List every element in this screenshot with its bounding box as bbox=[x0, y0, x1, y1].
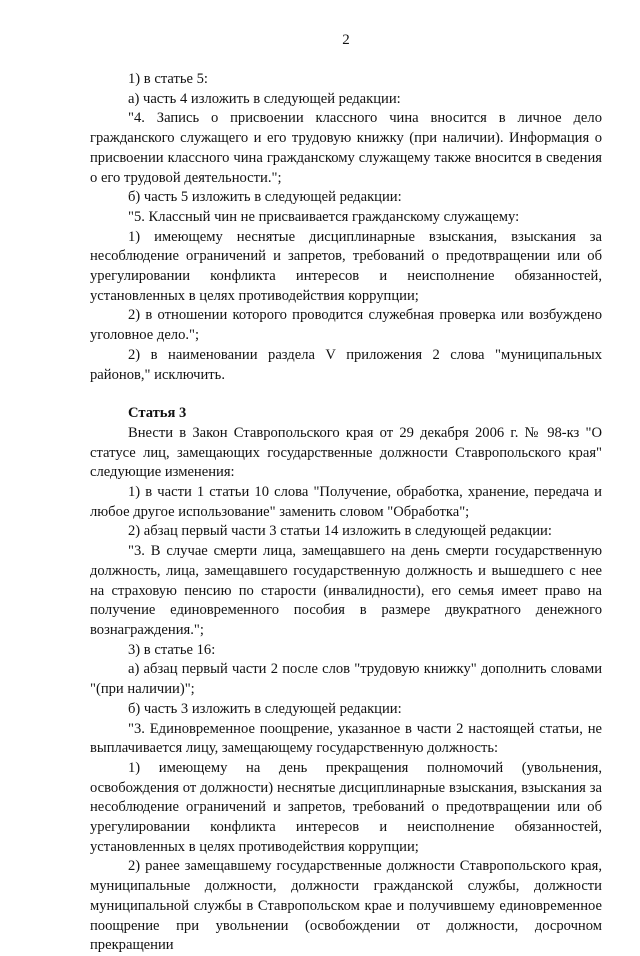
paragraph: "4. Запись о присвоении классного чина вносится в личное дело гражданского служащего и его трудовую книжку (при наличии). Информация о присвоении классного чина гражданскому служащему также вносится в сведения о его трудовой деятельности."; bbox=[90, 110, 602, 186]
section-after-article bbox=[90, 424, 602, 956]
paragraph: 2) ранее замещавшему государственные должности Ставропольского края, муниципальные должности, должности гражданской службы, должности муниципальной службы в Ставропольском крае и получившему единовременное поощрение при увольнении (освобождении от должности, досрочном прекращении bbox=[90, 858, 602, 954]
paragraph: 2) в наименовании раздела V приложения 2 слова "муниципальных районов," исключить. bbox=[90, 346, 602, 383]
paragraph: б) часть 3 изложить в следующей редакции: bbox=[128, 700, 402, 717]
paragraph: 2) абзац первый части 3 статьи 14 изложить в следующей редакции: bbox=[128, 523, 552, 540]
paragraph: а) абзац первый части 2 после слов "трудовую книжку" дополнить словами "(при наличии)"; bbox=[90, 661, 602, 698]
page-number: 2 bbox=[342, 32, 350, 48]
paragraph: 1) имеющему неснятые дисциплинарные взыскания, взыскания за несоблюдение ограничений и запретов, требований о предотвращении или об урегулировании конфликта интересов и неисполнение обязанностей, установленных в целях противодействия коррупции; bbox=[90, 228, 602, 304]
article-title: Статья 3 bbox=[128, 405, 187, 422]
paragraph: 1) в части 1 статьи 10 слова "Получение, обработка, хранение, передача и любое другое использование" заменить словом "Обработка"; bbox=[90, 484, 602, 520]
paragraph: "5. Классный чин не присваивается гражданскому служащему: bbox=[128, 208, 520, 225]
paragraph: 3) в статье 16: bbox=[128, 641, 216, 658]
section-before-article bbox=[90, 70, 602, 385]
paragraph: а) часть 4 изложить в следующей редакции: bbox=[128, 90, 401, 107]
paragraph: б) часть 5 изложить в следующей редакции: bbox=[128, 189, 402, 206]
paragraph: "3. Единовременное поощрение, указанное в части 2 настоящей статьи, не выплачивается лицу, замещающему государственную должность: bbox=[90, 720, 602, 757]
paragraph: 1) в статье 5: bbox=[128, 71, 208, 87]
paragraph: Внести в Закон Ставропольского края от 29 декабря 2006 г. № 98-кз "О статусе лиц, замещающих государственные должности Ставропольского края" следующие изменения: bbox=[90, 424, 602, 481]
document-page bbox=[90, 30, 602, 956]
paragraph: 2) в отношении которого проводится служебная проверка или возбуждено уголовное дело."; bbox=[90, 307, 602, 344]
paragraph: 1) имеющему на день прекращения полномочий (увольнения, освобождения от должности) неснятые дисциплинарные взыскания, взыскания за несоблюдение ограничений и запретов, требований о предотвращении или об урегулировании конфликта интересов и неисполнение обязанностей, установленных в целях противодействия коррупции; bbox=[90, 759, 602, 855]
paragraph: "3. В случае смерти лица, замещавшего на день смерти государственную должность, лица, замещавшего государственную должность и вышедшего с нее на страховую пенсию по старости (инвалидности), его семья имеет право на получение единовременного пособия в размере двукратного денежного вознаграждения."; bbox=[90, 543, 602, 638]
